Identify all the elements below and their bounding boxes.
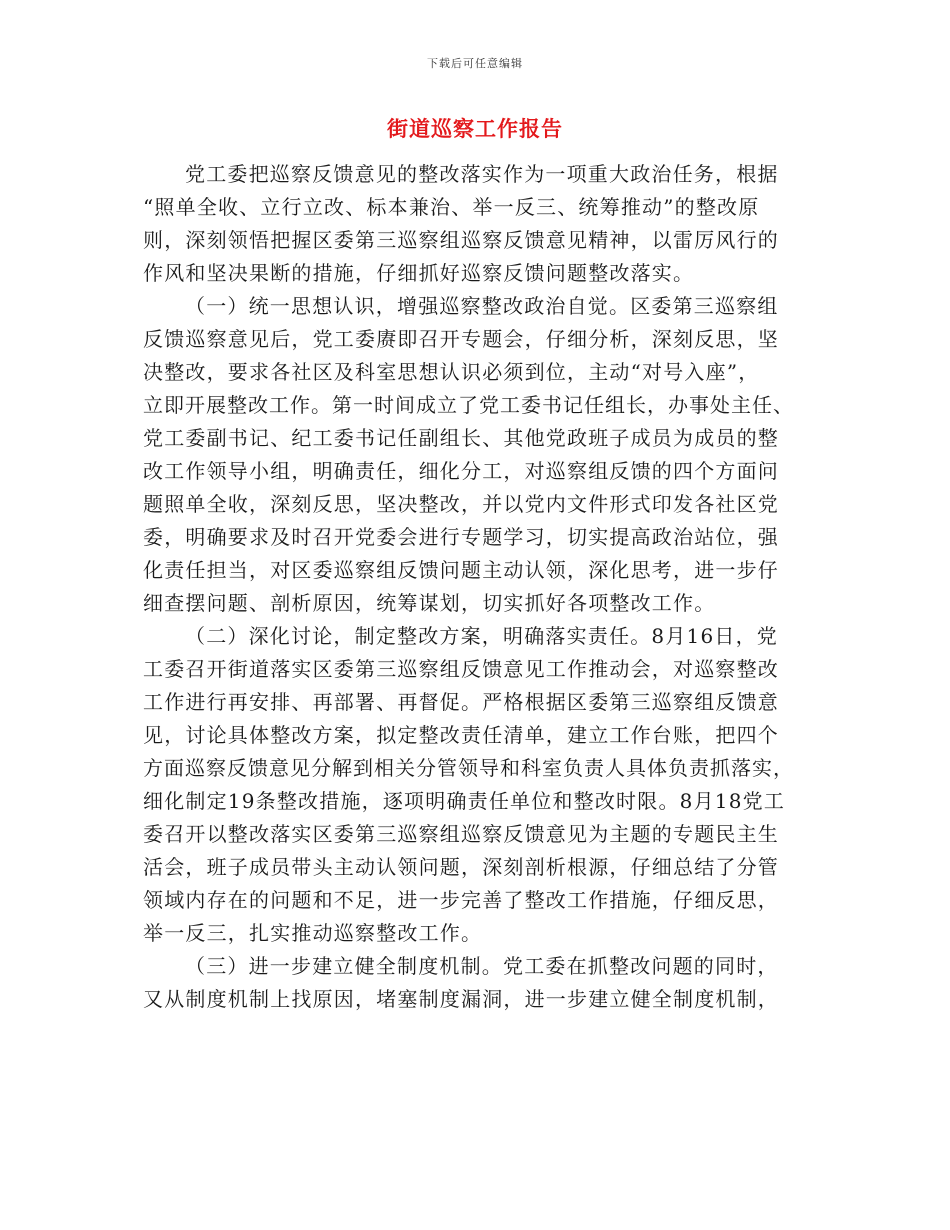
text-line: 则，深刻领悟把握区委第三巡察组巡察反馈意见精神，以雷厉风行的 [143,228,779,252]
page-title: 街道巡察工作报告 [387,116,563,141]
text-line: 党工委把巡察反馈意见的整改落实作为一项重大政治任务，根据 [185,162,779,186]
text-line: 党工委副书记、纪工委书记任副组长、其他党政班子成员为成员的整 [143,426,779,450]
document-body [143,158,798,1016]
text-line: 作风和坚决果断的措施，仔细抓好巡察反馈问题整改落实。 [143,261,695,285]
text-line: 又从制度机制上找原因，堵塞制度漏洞，进一步建立健全制度机制， [143,987,779,1011]
text-line: 工作进行再安排、再部署、再督促。严格根据区委第三巡察组反馈意 [143,690,779,714]
text-line: 方面巡察反馈意见分解到相关分管领导和科室负责人具体负责抓落实， [143,756,794,780]
paragraph [143,290,798,620]
text-line: 立即开展整改工作。第一时间成立了党工委书记任组长，办事处主任、 [143,393,794,417]
text-line: 改工作领导小组，明确责任，细化分工，对巡察组反馈的四个方面问 [143,459,779,483]
text-line: （一）统一思想认识，增强巡察整改政治自觉。区委第三巡察组 [185,294,779,318]
text-line: 见，讨论具体整改方案，拟定整改责任清单，建立工作台账，把四个 [143,723,779,747]
text-line: （二）深化讨论，制定整改方案，明确落实责任。8月16日，党 [185,624,778,648]
text-line: “照单全收、立行立改、标本兼治、举一反三、统筹推动”的整改原 [143,195,760,219]
paragraph [143,158,798,290]
text-line: （三）进一步建立健全制度机制。党工委在抓整改问题的同时， [185,954,779,978]
text-line: 委，明确要求及时召开党委会进行专题学习，切实提高政治站位，强 [143,525,779,549]
text-line: 举一反三，扎实推动巡察整改工作。 [143,921,483,945]
paragraph [143,950,798,1016]
text-line: 反馈巡察意见后，党工委赓即召开专题会，仔细分析，深刻反思，坚 [143,327,779,351]
text-line: 细查摆问题、剖析原因，统筹谋划，切实抓好各项整改工作。 [143,591,716,615]
text-line: 题照单全收，深刻反思，坚决整改，并以党内文件形式印发各社区党 [143,492,779,516]
text-line: 细化制定19条整改措施，逐项明确责任单位和整改时限。8月18党工 [143,789,786,813]
header-note: 下载后可任意编辑 [427,57,523,70]
text-line: 活会，班子成员带头主动认领问题，深刻剖析根源，仔细总结了分管 [143,855,779,879]
text-line: 化责任担当，对区委巡察组反馈问题主动认领，深化思考，进一步仔 [143,558,779,582]
text-line: 工委召开街道落实区委第三巡察组反馈意见工作推动会，对巡察整改 [143,657,779,681]
text-line: 委召开以整改落实区委第三巡察组巡察反馈意见为主题的专题民主生 [143,822,779,846]
text-line: 领域内存在的问题和不足，进一步完善了整改工作措施，仔细反思， [143,888,779,912]
text-line: 决整改，要求各社区及科室思想认识必须到位，主动“对号入座”， [143,360,760,384]
paragraph [143,620,798,950]
